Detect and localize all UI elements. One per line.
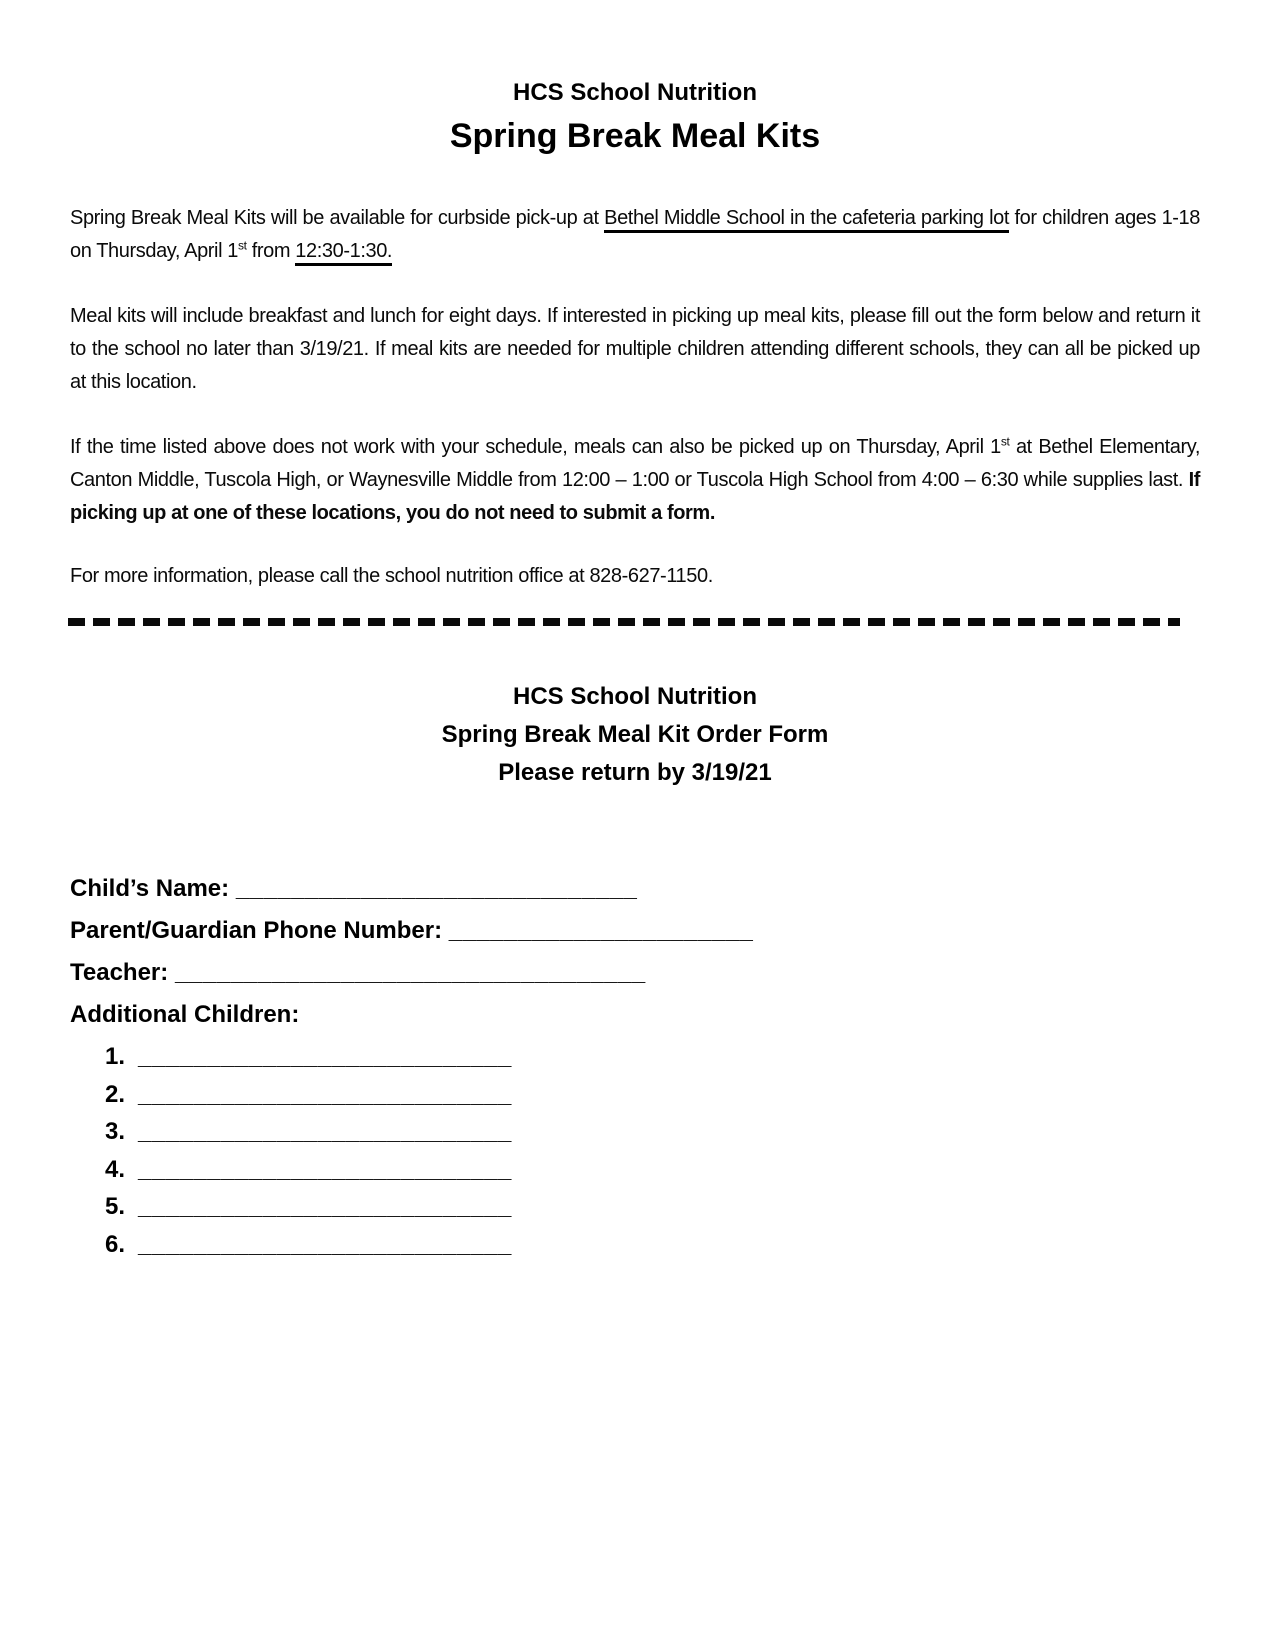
text-segment: at Bethel Elementary, Canton Middle, Tuscola High, or Waynesville Middle from 12:00 – 1:00 or Tuscola High School from 4:00 – 6:30 while supplies last. xyxy=(70,436,1200,491)
list-item-number: 4. xyxy=(105,1155,126,1183)
field-blank-line: ______________________ xyxy=(448,917,754,944)
list-item-blank-line: ___________________________ xyxy=(138,1155,512,1183)
ordinal-superscript: st xyxy=(1000,434,1010,449)
flyer-main-title: Spring Break Meal Kits xyxy=(449,117,821,155)
field-label: Parent/Guardian Phone Number: xyxy=(70,917,443,944)
text-segment: If the time listed above does not work with your schedule, meals can also be picked up on Thursday, April 1 xyxy=(70,436,1001,458)
field-blank-line: _____________________________ xyxy=(235,875,638,902)
field-child-name xyxy=(70,868,1200,910)
list-item xyxy=(105,1113,1200,1151)
paragraph-contact-info: For more information, please call the school nutrition office at 828-627-1150. xyxy=(70,565,713,587)
underlined-time-text: 12:30-1:30. xyxy=(295,240,392,266)
paragraph-meal-kit-details: Meal kits will include breakfast and lunch for eight days. If interested in picking up meal kits, please fill out the form below and return it to the school no later than 3/19/21. If meal kits are needed for multiple children attending different schools, they can all be picked up at this location. xyxy=(70,305,1200,393)
paragraph-pickup-location xyxy=(70,202,1200,268)
list-item-number: 5. xyxy=(105,1193,126,1220)
text-segment: Spring Break Meal Kits will be available for curbside pick-up at xyxy=(70,207,605,229)
order-form-fields xyxy=(70,868,1200,1036)
field-label: Child’s Name: xyxy=(70,875,230,902)
field-parent-phone xyxy=(70,910,1200,952)
list-item xyxy=(105,1151,1200,1189)
ordinal-superscript: st xyxy=(238,238,247,253)
order-form-section xyxy=(70,678,1200,1263)
list-item xyxy=(105,1038,1200,1076)
text-segment: for children ages 1-18 on Thursday, April 1 xyxy=(70,207,1200,262)
text-segment: from xyxy=(246,240,296,262)
paragraph-alternate-pickup xyxy=(70,431,1200,530)
list-item-number: 6. xyxy=(105,1230,126,1258)
field-blank-line: __________________________________ xyxy=(174,959,646,986)
list-item-blank-line: ___________________________ xyxy=(138,1230,512,1258)
list-item-number: 1. xyxy=(105,1043,126,1070)
bold-no-form-notice: If picking up at one of these locations, you do not need to submit a form. xyxy=(70,469,1200,524)
list-item-blank-line: ___________________________ xyxy=(138,1118,512,1145)
list-item-blank-line: ___________________________ xyxy=(138,1193,512,1220)
flyer-org-title: HCS School Nutrition xyxy=(513,79,757,106)
underlined-location-text: Bethel Middle School in the cafeteria parking lot xyxy=(604,207,1009,233)
list-item xyxy=(105,1076,1200,1114)
order-form-title: Spring Break Meal Kit Order Form xyxy=(441,721,829,748)
flyer-header xyxy=(70,78,1200,158)
list-item xyxy=(105,1226,1200,1264)
list-item-blank-line: ___________________________ xyxy=(138,1080,512,1108)
order-form-org-title: HCS School Nutrition xyxy=(513,683,757,710)
additional-children-list xyxy=(70,1038,1200,1263)
list-item-number: 3. xyxy=(105,1118,126,1145)
order-form-heading xyxy=(70,678,1200,792)
field-label: Teacher: xyxy=(70,959,169,986)
list-item-blank-line: ___________________________ xyxy=(138,1043,512,1070)
additional-children-label: Additional Children: xyxy=(70,1001,300,1028)
dashed-divider xyxy=(68,618,1180,626)
order-form-return-date: Please return by 3/19/21 xyxy=(498,759,772,786)
list-item-number: 2. xyxy=(105,1080,126,1108)
field-teacher xyxy=(70,952,1200,994)
list-item xyxy=(105,1188,1200,1226)
